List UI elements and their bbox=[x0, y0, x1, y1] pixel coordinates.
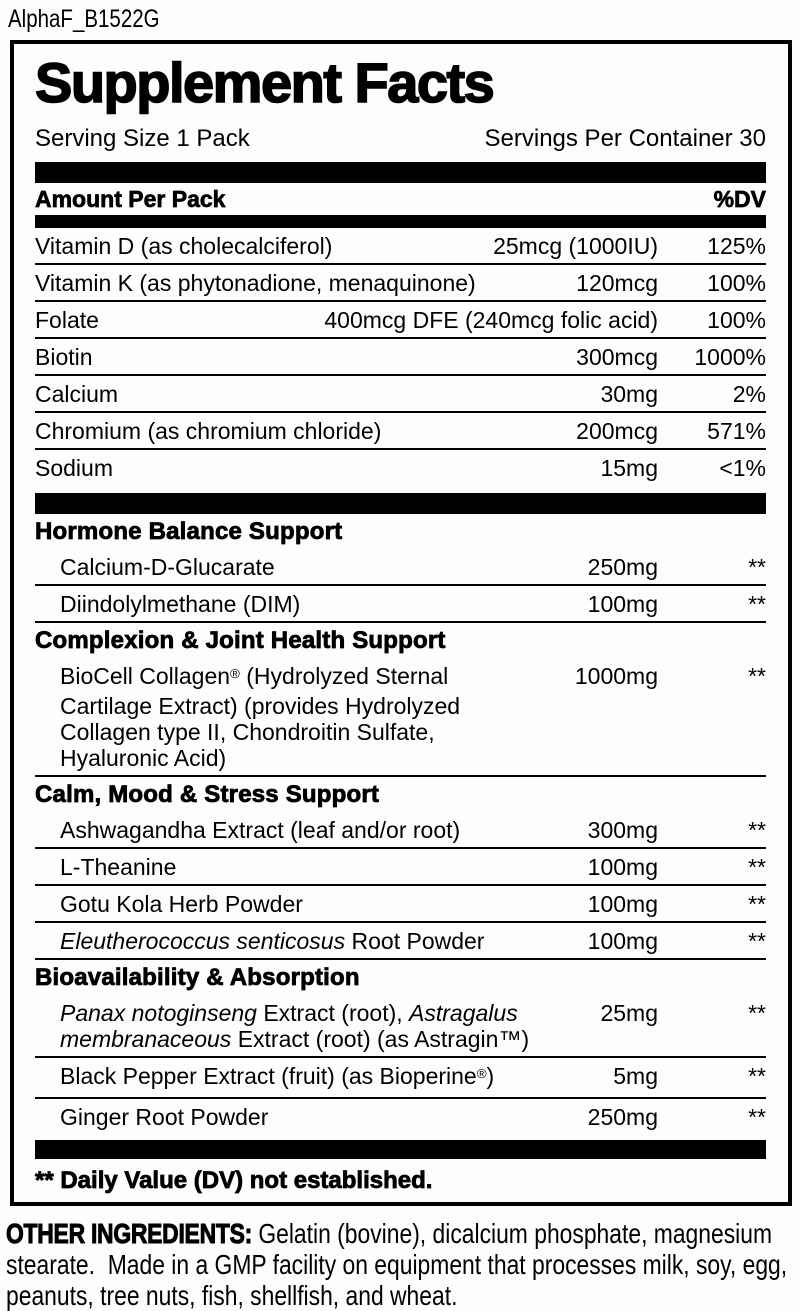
ingredient-amount: 25mcg (1000IU) bbox=[493, 233, 658, 259]
ingredient-row bbox=[35, 302, 766, 339]
ingredient-name-text: Biotin bbox=[35, 344, 93, 370]
vitamin-mineral-rows bbox=[35, 228, 766, 485]
ingredient-name-text: Black Pepper Extract (fruit) (as Bioperine bbox=[60, 1063, 477, 1089]
other-ingredients-paragraph bbox=[6, 1218, 800, 1311]
section-heading: Calm, Mood & Stress Support bbox=[35, 781, 380, 808]
trademark-symbol: ® bbox=[230, 665, 240, 681]
ingredient-name bbox=[35, 455, 536, 481]
blend-section bbox=[35, 960, 766, 1134]
ingredient-dv: 100% bbox=[707, 270, 766, 296]
ingredient-row bbox=[35, 1058, 766, 1099]
ingredient-name-text: Gotu Kola Herb Powder bbox=[60, 891, 303, 917]
thick-divider-bottom bbox=[35, 1140, 766, 1159]
ingredient-dv: 571% bbox=[707, 418, 766, 444]
ingredient-dv: ** bbox=[748, 854, 766, 880]
ingredient-row bbox=[35, 812, 766, 849]
serving-size-text: Serving Size 1 Pack bbox=[35, 125, 250, 152]
ingredient-row bbox=[35, 450, 766, 485]
ingredient-amount: 300mg bbox=[587, 817, 658, 843]
ingredient-row bbox=[35, 376, 766, 413]
ingredient-dv: ** bbox=[748, 1000, 766, 1026]
ingredient-amount: 1000mg bbox=[574, 663, 658, 689]
product-code-label: AlphaF_B1522G bbox=[8, 5, 160, 33]
ingredient-amount: 15mg bbox=[600, 455, 658, 481]
thin-thick-divider bbox=[35, 215, 766, 228]
ingredient-dv: 125% bbox=[707, 233, 766, 259]
ingredient-row bbox=[35, 549, 766, 586]
ingredient-amount: 30mg bbox=[600, 381, 658, 407]
column-header-amount: Amount Per Pack bbox=[35, 186, 226, 212]
ingredient-name-text: Ashwagandha Extract (leaf and/or root) bbox=[60, 817, 461, 843]
ingredient-dv: 2% bbox=[732, 381, 766, 407]
ingredient-row bbox=[35, 413, 766, 450]
ingredient-name bbox=[35, 663, 536, 771]
ingredient-amount: 5mg bbox=[613, 1063, 658, 1089]
ingredient-row bbox=[35, 586, 766, 623]
column-header-dv: %DV bbox=[713, 186, 766, 212]
ingredient-name-text: L-Theanine bbox=[60, 854, 177, 880]
ingredient-row bbox=[35, 995, 766, 1058]
blend-section bbox=[35, 623, 766, 777]
ingredient-name bbox=[35, 817, 536, 843]
ingredient-latin-name: Eleutherococcus senticosus bbox=[60, 928, 346, 954]
ingredient-amount: 400mcg DFE (240mcg folic acid) bbox=[324, 307, 658, 333]
ingredient-amount: 100mg bbox=[587, 591, 658, 617]
ingredient-row bbox=[35, 849, 766, 886]
thick-divider-middle bbox=[35, 493, 766, 514]
ingredient-dv: ** bbox=[748, 1063, 766, 1089]
ingredient-name bbox=[35, 554, 536, 580]
ingredient-dv: 1000% bbox=[694, 344, 766, 370]
ingredient-row bbox=[35, 228, 766, 265]
other-ingredients-label: OTHER INGREDIENTS: bbox=[6, 1218, 252, 1249]
ingredient-name-text: Calcium bbox=[35, 381, 119, 407]
ingredient-name bbox=[35, 891, 536, 917]
ingredient-name-text: ) bbox=[486, 1063, 495, 1089]
ingredient-dv: 100% bbox=[707, 307, 766, 333]
ingredient-row bbox=[35, 658, 766, 777]
ingredient-row bbox=[35, 339, 766, 376]
ingredient-name bbox=[35, 854, 536, 880]
ingredient-name bbox=[35, 307, 312, 333]
ingredient-dv: ** bbox=[748, 554, 766, 580]
ingredient-name-text: Extract (root) (as Astragin™) bbox=[231, 1026, 530, 1052]
section-heading: Complexion & Joint Health Support bbox=[35, 627, 446, 654]
servings-per-container-text: Servings Per Container 30 bbox=[484, 125, 766, 152]
ingredient-name-text: Folate bbox=[35, 307, 99, 333]
ingredient-row bbox=[35, 886, 766, 923]
ingredient-dv: ** bbox=[748, 591, 766, 617]
ingredient-amount: 250mg bbox=[587, 1104, 658, 1130]
ingredient-latin-name: Panax notoginseng bbox=[60, 1000, 257, 1026]
blend-sections bbox=[35, 514, 766, 1134]
ingredient-amount: 250mg bbox=[587, 554, 658, 580]
ingredient-amount: 100mg bbox=[587, 854, 658, 880]
ingredient-name bbox=[35, 344, 536, 370]
ingredient-name-text: Chromium (as chromium chloride) bbox=[35, 418, 382, 444]
ingredient-name bbox=[35, 591, 536, 617]
ingredient-row bbox=[35, 265, 766, 302]
trademark-symbol: ® bbox=[476, 1065, 487, 1081]
supplement-facts-panel bbox=[10, 40, 792, 1206]
blend-section bbox=[35, 514, 766, 623]
section-heading: Hormone Balance Support bbox=[35, 518, 343, 545]
ingredient-name-text: Diindolylmethane (DIM) bbox=[60, 591, 301, 617]
ingredient-name-text: Vitamin D (as cholecalciferol) bbox=[35, 233, 333, 259]
ingredient-name bbox=[35, 1104, 536, 1130]
thick-divider-top bbox=[35, 162, 766, 183]
ingredient-amount: 300mcg bbox=[576, 344, 658, 370]
ingredient-name-text: Vitamin K (as phytonadione, menaquinone) bbox=[35, 270, 476, 296]
ingredient-amount: 100mg bbox=[587, 891, 658, 917]
ingredient-name bbox=[35, 381, 536, 407]
ingredient-name bbox=[35, 233, 481, 259]
ingredient-name bbox=[35, 1063, 536, 1093]
ingredient-name-text: Root Powder bbox=[345, 928, 485, 954]
ingredient-row bbox=[35, 923, 766, 960]
ingredient-amount: 100mg bbox=[587, 928, 658, 954]
ingredient-amount: 25mg bbox=[600, 1000, 658, 1026]
ingredient-row bbox=[35, 1099, 766, 1134]
ingredient-latin-name: Astragalus membranaceous bbox=[60, 1000, 518, 1052]
ingredient-dv: ** bbox=[748, 891, 766, 917]
ingredient-dv: ** bbox=[748, 928, 766, 954]
ingredient-name-text: Sodium bbox=[35, 455, 113, 481]
ingredient-dv: ** bbox=[748, 817, 766, 843]
other-ingredients-text: Gelatin (bovine), dicalcium phosphate, magnesium stearate. Made in a GMP facility on equipment that processes milk, soy, egg, peanuts, tree nuts, fish, shellfish, and wheat. bbox=[6, 1218, 794, 1311]
ingredient-dv: <1% bbox=[719, 455, 766, 481]
ingredient-name-text: (Hydrolyzed Sternal Cartilage Extract) (provides Hydrolyzed Collagen type II, Chondroitin Sulfate, Hyaluronic Acid) bbox=[60, 663, 461, 771]
column-header-row bbox=[35, 188, 766, 211]
daily-value-footnote: ** Daily Value (DV) not established. bbox=[35, 1167, 433, 1194]
ingredient-name-text: Ginger Root Powder bbox=[60, 1104, 269, 1130]
ingredient-name bbox=[35, 418, 536, 444]
ingredient-amount: 120mcg bbox=[576, 270, 658, 296]
ingredient-name bbox=[35, 928, 536, 954]
ingredient-name bbox=[35, 1000, 536, 1052]
panel-title: Supplement Facts bbox=[35, 51, 494, 114]
ingredient-dv: ** bbox=[748, 1104, 766, 1130]
ingredient-dv: ** bbox=[748, 663, 766, 689]
ingredient-amount: 200mcg bbox=[576, 418, 658, 444]
ingredient-name-text: Calcium-D-Glucarate bbox=[60, 554, 275, 580]
serving-info-row bbox=[35, 126, 766, 152]
blend-section bbox=[35, 777, 766, 960]
ingredient-name bbox=[35, 270, 536, 296]
section-heading: Bioavailability & Absorption bbox=[35, 964, 360, 991]
ingredient-name-text: Extract (root), bbox=[256, 1000, 410, 1026]
ingredient-name-text: BioCell Collagen bbox=[60, 663, 231, 689]
